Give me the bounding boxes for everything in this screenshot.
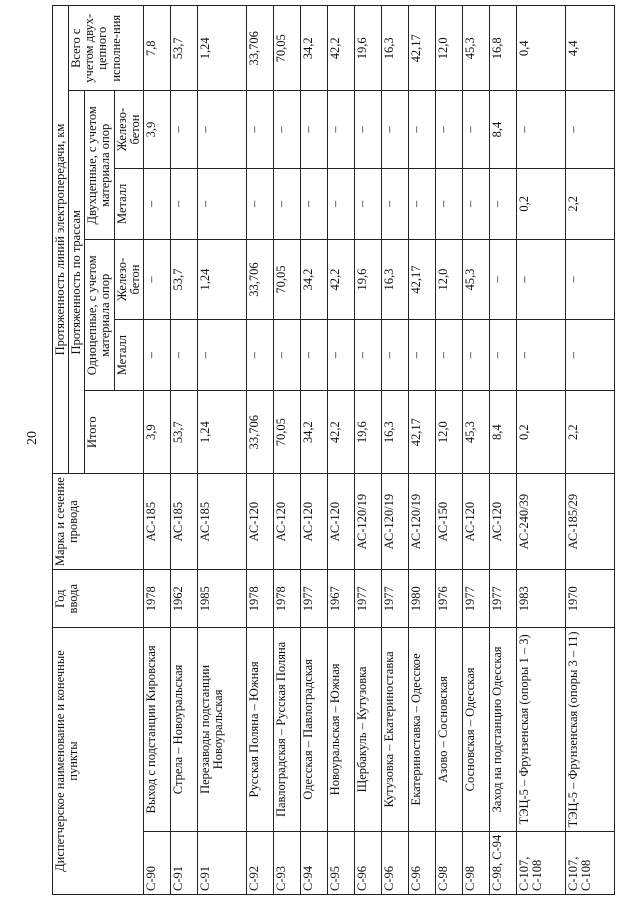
cell-d-metal: – <box>408 168 435 240</box>
table-row <box>273 6 300 895</box>
cell-d-metal: – <box>246 168 273 240</box>
cell-name: Павлоградская – Русская Поляна <box>273 628 300 832</box>
table-row <box>462 6 489 895</box>
cell-s-rc: 45,3 <box>462 240 489 320</box>
cell-code: С-98 <box>462 831 489 894</box>
cell-s-metal: – <box>408 319 435 391</box>
cell-s-rc: 33,706 <box>246 240 273 320</box>
header-double-metal: Металл <box>114 168 143 240</box>
cell-d-metal: 0,2 <box>516 168 565 240</box>
cell-total: 53,7 <box>170 391 197 474</box>
table-row <box>565 6 614 895</box>
header-double-rc: Железо-бетон <box>114 91 143 168</box>
header-single-metal: Металл <box>114 319 143 391</box>
cell-d-rc: – <box>435 91 462 168</box>
table-body <box>143 6 614 895</box>
cell-year: 1977 <box>300 570 327 628</box>
cell-s-rc: – <box>516 240 565 320</box>
header-total: Итого <box>85 391 144 474</box>
cell-year: 1983 <box>516 570 565 628</box>
header-single: Одноцепные, с учетом материала опор <box>85 240 114 391</box>
cell-wire: АС-185/29 <box>565 473 614 569</box>
cell-code: С-93 <box>273 831 300 894</box>
page-number: 20 <box>25 431 40 445</box>
cell-year: 1978 <box>246 570 273 628</box>
power-lines-table <box>52 5 615 895</box>
table-row <box>435 6 462 895</box>
header-year: Год ввода <box>53 570 144 628</box>
cell-d-rc: – <box>354 91 381 168</box>
cell-s-metal: – <box>462 319 489 391</box>
cell-code: С-107, С-108 <box>565 831 614 894</box>
cell-total: 2,2 <box>565 391 614 474</box>
table-row <box>170 6 197 895</box>
cell-year: 1978 <box>273 570 300 628</box>
cell-name: Русская Поляна – Южная <box>246 628 273 832</box>
cell-year: 1978 <box>143 570 170 628</box>
cell-year: 1977 <box>354 570 381 628</box>
cell-d-rc: – <box>408 91 435 168</box>
cell-d-metal: – <box>381 168 408 240</box>
cell-wire: АС-185 <box>197 473 246 569</box>
cell-s-metal: – <box>354 319 381 391</box>
header-double: Двухцепные, с учетом материала опор <box>85 91 114 240</box>
cell-name: ТЭЦ-5 – Фрунзенская (опоры 1 – 3) <box>516 628 565 832</box>
cell-wire: АС-120 <box>246 473 273 569</box>
cell-s-rc: 42,17 <box>408 240 435 320</box>
cell-s-metal: – <box>565 319 614 391</box>
cell-s-rc: – <box>565 240 614 320</box>
cell-code: С-91 <box>170 831 197 894</box>
table-row <box>327 6 354 895</box>
cell-s-rc: 42,2 <box>327 240 354 320</box>
cell-year: 1977 <box>381 570 408 628</box>
cell-d-metal: – <box>300 168 327 240</box>
table-row <box>300 6 327 895</box>
cell-name: Азово – Сосновская <box>435 628 462 832</box>
cell-code: С-98, С-94 <box>489 831 516 894</box>
cell-name: Стрела – Новоуральская <box>170 628 197 832</box>
cell-s-metal: – <box>381 319 408 391</box>
cell-d-rc: 8,4 <box>489 91 516 168</box>
cell-all: 7,8 <box>143 6 170 92</box>
cell-code: С-107, С-108 <box>516 831 565 894</box>
rotated-table-container <box>52 5 615 895</box>
cell-s-rc: 12,0 <box>435 240 462 320</box>
cell-d-rc: – <box>197 91 246 168</box>
cell-d-metal: – <box>489 168 516 240</box>
cell-s-metal: – <box>327 319 354 391</box>
cell-d-metal: – <box>462 168 489 240</box>
cell-code: С-96 <box>354 831 381 894</box>
cell-d-rc: – <box>565 91 614 168</box>
cell-year: 1980 <box>408 570 435 628</box>
cell-all: 19,6 <box>354 6 381 92</box>
cell-wire: АС-120 <box>462 473 489 569</box>
cell-year: 1976 <box>435 570 462 628</box>
cell-all: 12,0 <box>435 6 462 92</box>
cell-wire: АС-185 <box>170 473 197 569</box>
cell-s-rc: – <box>143 240 170 320</box>
cell-code: С-94 <box>300 831 327 894</box>
cell-s-metal: – <box>516 319 565 391</box>
header-dispatch: Диспетчерское наименование и конечные пункты <box>53 628 144 895</box>
cell-s-metal: – <box>489 319 516 391</box>
cell-total: 70,05 <box>273 391 300 474</box>
cell-code: С-95 <box>327 831 354 894</box>
cell-name: Сосновская – Одесская <box>462 628 489 832</box>
cell-d-rc: – <box>327 91 354 168</box>
cell-total: 16,3 <box>381 391 408 474</box>
cell-all: 70,05 <box>273 6 300 92</box>
cell-name: Заход на подстанцию Одесская <box>489 628 516 832</box>
cell-code: С-96 <box>381 831 408 894</box>
cell-total: 33,706 <box>246 391 273 474</box>
cell-all: 42,2 <box>327 6 354 92</box>
cell-all: 16,3 <box>381 6 408 92</box>
cell-d-metal: 2,2 <box>565 168 614 240</box>
cell-wire: АС-120 <box>489 473 516 569</box>
cell-d-metal: – <box>327 168 354 240</box>
table-row <box>143 6 170 895</box>
cell-s-metal: – <box>273 319 300 391</box>
cell-total: 1,24 <box>197 391 246 474</box>
table-row <box>197 6 246 895</box>
cell-d-metal: – <box>143 168 170 240</box>
cell-s-metal: – <box>246 319 273 391</box>
cell-s-metal: – <box>143 319 170 391</box>
cell-total: 0,2 <box>516 391 565 474</box>
cell-all: 45,3 <box>462 6 489 92</box>
cell-s-metal: – <box>300 319 327 391</box>
cell-d-metal: – <box>170 168 197 240</box>
cell-d-metal: – <box>354 168 381 240</box>
cell-year: 1977 <box>489 570 516 628</box>
header-wire: Марка и сечение провода <box>53 473 144 569</box>
cell-name: Щербакуль – Кутузовка <box>354 628 381 832</box>
cell-wire: АС-120 <box>327 473 354 569</box>
cell-s-rc: 16,3 <box>381 240 408 320</box>
cell-total: 42,17 <box>408 391 435 474</box>
cell-year: 1977 <box>462 570 489 628</box>
cell-total: 45,3 <box>462 391 489 474</box>
cell-wire: АС-120 <box>273 473 300 569</box>
cell-d-rc: – <box>246 91 273 168</box>
cell-s-rc: 1,24 <box>197 240 246 320</box>
cell-name: ТЭЦ-5 – Фрунзенская (опоры 3 – 11) <box>565 628 614 832</box>
cell-code: С-92 <box>246 831 273 894</box>
cell-year: 1962 <box>170 570 197 628</box>
cell-all: 53,7 <box>170 6 197 92</box>
cell-all: 1,24 <box>197 6 246 92</box>
cell-code: С-96 <box>408 831 435 894</box>
cell-d-rc: 3,9 <box>143 91 170 168</box>
cell-name: Выход с подстанции Кировская <box>143 628 170 832</box>
table-row <box>408 6 435 895</box>
cell-name: Кутузовка – Екатериноставка <box>381 628 408 832</box>
cell-total: 3,9 <box>143 391 170 474</box>
table-row <box>489 6 516 895</box>
cell-d-metal: – <box>273 168 300 240</box>
table-row <box>381 6 408 895</box>
header-length-group: Протяженность линий электропередачи, км <box>53 6 69 474</box>
cell-s-rc: 19,6 <box>354 240 381 320</box>
cell-total: 8,4 <box>489 391 516 474</box>
cell-code: С-91 <box>197 831 246 894</box>
cell-total: 42,2 <box>327 391 354 474</box>
cell-wire: АС-240/39 <box>516 473 565 569</box>
cell-wire: АС-120/19 <box>354 473 381 569</box>
cell-total: 19,6 <box>354 391 381 474</box>
cell-s-metal: – <box>170 319 197 391</box>
cell-d-rc: – <box>273 91 300 168</box>
cell-total: 34,2 <box>300 391 327 474</box>
header-total-double: Всего с учетом двух-цепного исполне-ния <box>69 6 144 92</box>
cell-d-metal: – <box>435 168 462 240</box>
header-by-routes: Протяженность по трассам <box>69 91 85 473</box>
cell-all: 34,2 <box>300 6 327 92</box>
cell-s-metal: – <box>197 319 246 391</box>
cell-d-rc: – <box>381 91 408 168</box>
cell-all: 42,17 <box>408 6 435 92</box>
cell-d-rc: – <box>170 91 197 168</box>
cell-wire: АС-120/19 <box>408 473 435 569</box>
cell-s-rc: 53,7 <box>170 240 197 320</box>
cell-year: 1967 <box>327 570 354 628</box>
cell-d-rc: – <box>300 91 327 168</box>
cell-s-rc: – <box>489 240 516 320</box>
cell-total: 12,0 <box>435 391 462 474</box>
cell-name: Перезаводы подстанции Новоуральская <box>197 628 246 832</box>
table-row <box>516 6 565 895</box>
cell-name: Новоуральская – Южная <box>327 628 354 832</box>
cell-code: С-98 <box>435 831 462 894</box>
cell-wire: АС-120 <box>300 473 327 569</box>
cell-year: 1970 <box>565 570 614 628</box>
cell-d-metal: – <box>197 168 246 240</box>
cell-s-metal: – <box>435 319 462 391</box>
table-header <box>53 6 144 895</box>
cell-year: 1985 <box>197 570 246 628</box>
table-row <box>354 6 381 895</box>
cell-all: 0,4 <box>516 6 565 92</box>
header-single-rc: Железо-бетон <box>114 240 143 320</box>
cell-all: 33,706 <box>246 6 273 92</box>
cell-wire: АС-120/19 <box>381 473 408 569</box>
table-row <box>246 6 273 895</box>
cell-wire: АС-150 <box>435 473 462 569</box>
cell-wire: АС-185 <box>143 473 170 569</box>
cell-name: Екатериноставка – Одесское <box>408 628 435 832</box>
cell-code: С-90 <box>143 831 170 894</box>
cell-d-rc: – <box>516 91 565 168</box>
cell-s-rc: 70,05 <box>273 240 300 320</box>
cell-d-rc: – <box>462 91 489 168</box>
cell-all: 4,4 <box>565 6 614 92</box>
cell-name: Одесская – Павлоградская <box>300 628 327 832</box>
cell-all: 16,8 <box>489 6 516 92</box>
cell-s-rc: 34,2 <box>300 240 327 320</box>
